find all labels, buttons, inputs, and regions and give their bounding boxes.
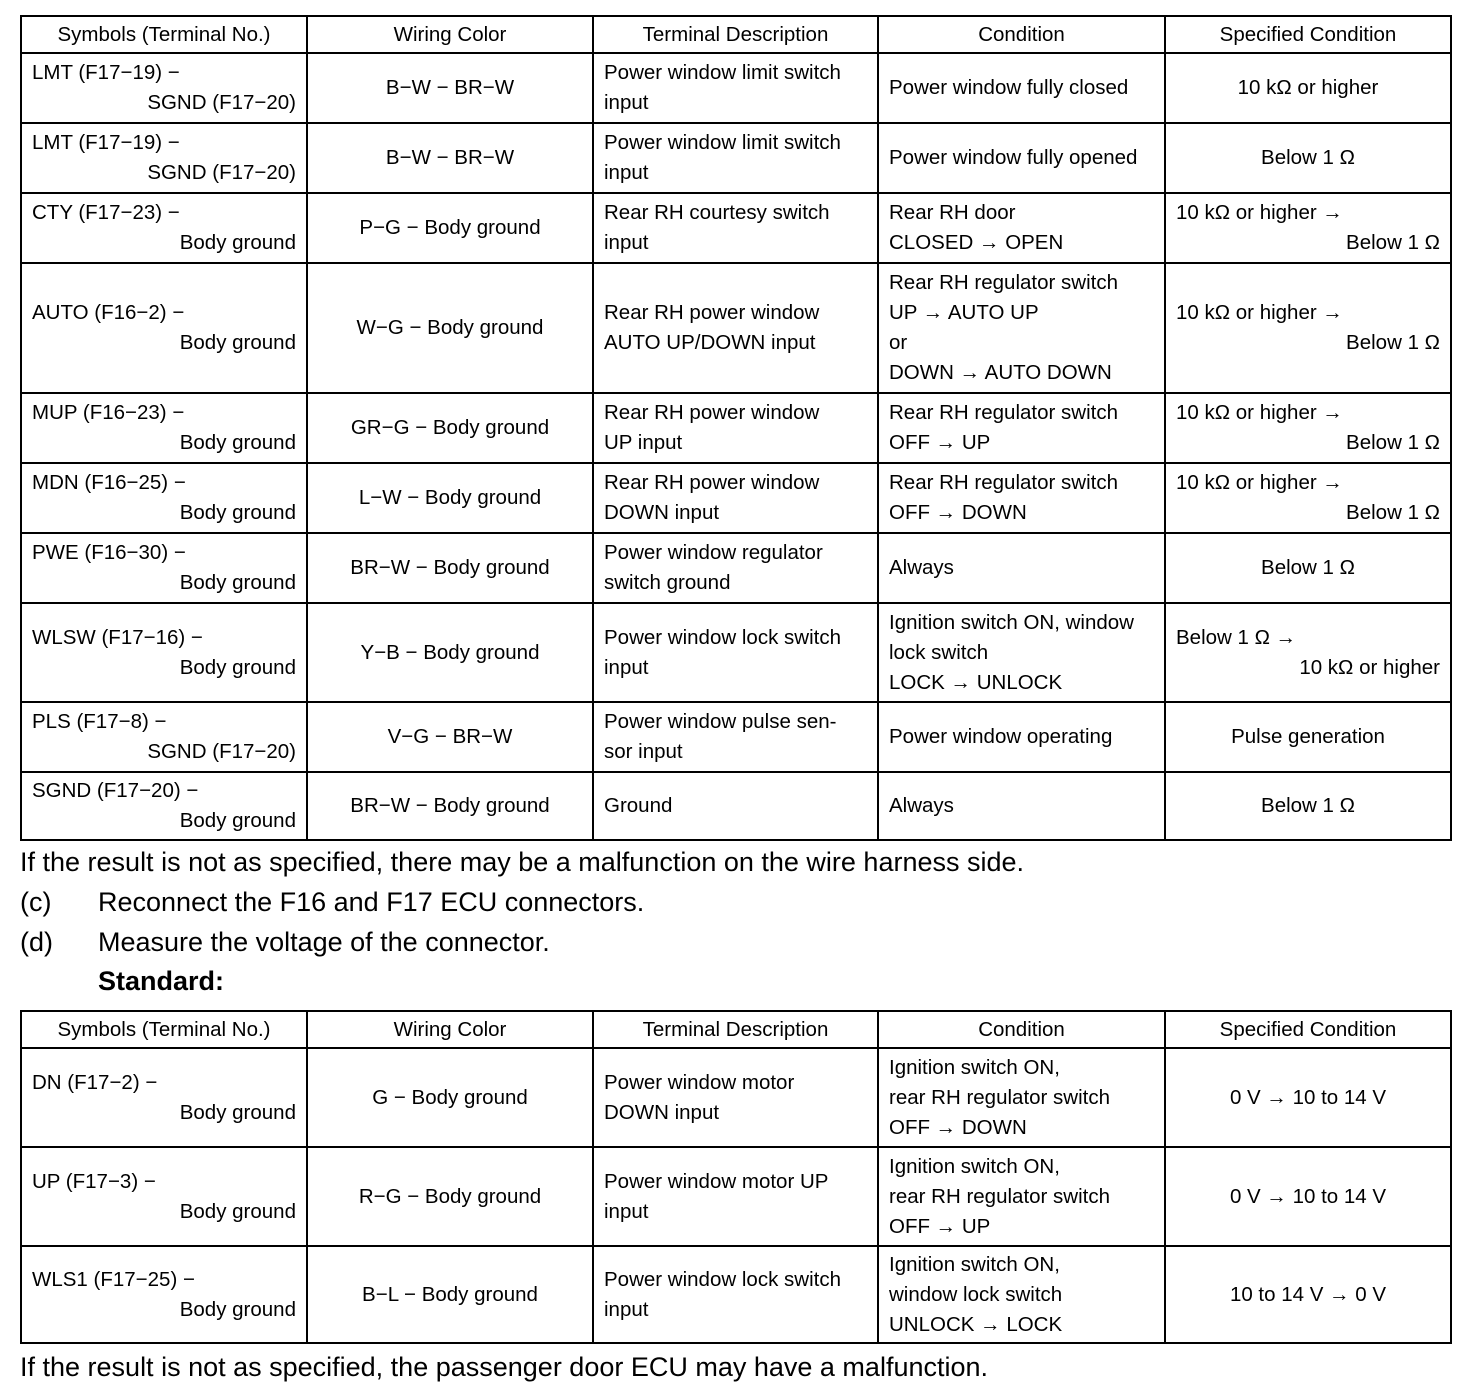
specified-to: Below 1 Ω: [1346, 501, 1440, 524]
specified-from: Below 1 Ω →: [1176, 625, 1297, 649]
specified-from: 10 kΩ or higher →: [1176, 301, 1343, 324]
condition-cell: Rear RH door CLOSED → OPEN: [878, 193, 1165, 263]
table-row: [21, 1246, 1451, 1343]
specified-condition-cell: 0 V → 10 to 14 V: [1165, 1048, 1451, 1147]
table-header-row: [21, 16, 1451, 53]
resistance-table: [20, 15, 1452, 841]
wiring-color-cell: Y−B − Body ground: [307, 603, 593, 702]
symbol-reference: Body ground: [179, 1297, 296, 1321]
table-row: [21, 53, 1451, 123]
symbol-cell: [21, 702, 307, 772]
header-condition: Condition: [878, 16, 1165, 53]
condition-cell: Always: [878, 772, 1165, 840]
symbol-terminal: LMT (F17−19) −: [32, 61, 180, 84]
symbol-terminal: AUTO (F16−2) −: [32, 301, 185, 324]
symbol-terminal: MUP (F16−23) −: [32, 401, 185, 424]
header-specified-condition: Specified Condition: [1165, 16, 1451, 53]
table-row: [21, 1048, 1451, 1147]
condition-cell: Rear RH regulator switch OFF → UP: [878, 393, 1165, 463]
condition-cell: Rear RH regulator switch UP → AUTO UP or DOWN → AUTO DOWN: [878, 263, 1165, 393]
specified-from: 10 kΩ or higher →: [1176, 201, 1343, 224]
specified-condition-cell: [1165, 393, 1451, 463]
symbol-reference: Body ground: [179, 571, 296, 594]
specified-condition-cell: 0 V → 10 to 14 V: [1165, 1147, 1451, 1246]
symbol-terminal: MDN (F16−25) −: [32, 471, 186, 494]
standard-label: Standard:: [98, 966, 225, 996]
symbol-cell: [21, 772, 307, 840]
step-c-text: Reconnect the F16 and F17 ECU connectors.: [98, 887, 645, 917]
table-row: [21, 263, 1451, 393]
specified-from: 10 kΩ or higher →: [1176, 401, 1343, 424]
table-row: [21, 1147, 1451, 1246]
symbol-cell: [21, 533, 307, 603]
symbol-cell: [21, 123, 307, 193]
wiring-color-cell: W−G − Body ground: [307, 263, 593, 393]
terminal-description-cell: Rear RH power window DOWN input: [593, 463, 878, 533]
symbol-cell: [21, 393, 307, 463]
specified-to: Below 1 Ω: [1346, 431, 1440, 454]
header-wiring-color: Wiring Color: [307, 1011, 593, 1048]
wiring-color-cell: B−W − BR−W: [307, 53, 593, 123]
symbol-reference: Body ground: [179, 431, 296, 454]
specified-condition-cell: 10 kΩ or higher: [1165, 53, 1451, 123]
specified-condition-cell: [1165, 193, 1451, 263]
symbol-cell: [21, 193, 307, 263]
symbol-reference: Body ground: [179, 655, 296, 679]
symbol-cell: [21, 463, 307, 533]
terminal-description-cell: Power window regulator switch ground: [593, 533, 878, 603]
symbol-cell: [21, 53, 307, 123]
symbol-reference: Body ground: [179, 1100, 296, 1124]
header-specified-condition: Specified Condition: [1165, 1011, 1451, 1048]
wiring-color-cell: GR−G − Body ground: [307, 393, 593, 463]
condition-cell: Ignition switch ON, rear RH regulator switch OFF → UP: [878, 1147, 1165, 1246]
wiring-color-cell: P−G − Body ground: [307, 193, 593, 263]
symbol-cell: [21, 1048, 307, 1147]
wiring-color-cell: G − Body ground: [307, 1048, 593, 1147]
table-row: [21, 463, 1451, 533]
specified-condition-cell: 10 to 14 V → 0 V: [1165, 1246, 1451, 1343]
symbol-reference: SGND (F17−20): [147, 740, 296, 763]
header-wiring-color: Wiring Color: [307, 16, 593, 53]
symbol-terminal: PLS (F17−8) −: [32, 710, 167, 733]
table-row: [21, 533, 1451, 603]
table-row: [21, 193, 1451, 263]
voltage-table: [20, 1010, 1452, 1344]
note-wire-harness: If the result is not as specified, there may be a malfunction on the wire harness side.: [20, 847, 1025, 877]
condition-cell: Power window fully closed: [878, 53, 1165, 123]
symbol-reference: Body ground: [179, 1199, 296, 1223]
terminal-description-cell: Ground: [593, 772, 878, 840]
header-symbols: Symbols (Terminal No.): [21, 1011, 307, 1048]
symbol-reference: SGND (F17−20): [147, 91, 296, 114]
step-c-label: (c): [20, 887, 52, 917]
specified-condition-cell: [1165, 263, 1451, 393]
specified-from: 10 kΩ or higher →: [1176, 471, 1343, 494]
wiring-color-cell: L−W − Body ground: [307, 463, 593, 533]
specified-to: Below 1 Ω: [1346, 331, 1440, 354]
terminal-description-cell: Power window pulse sen- sor input: [593, 702, 878, 772]
step-d-text: Measure the voltage of the connector.: [98, 927, 550, 957]
header-condition: Condition: [878, 1011, 1165, 1048]
table-row: [21, 772, 1451, 840]
condition-cell: Always: [878, 533, 1165, 603]
symbol-terminal: LMT (F17−19) −: [32, 131, 180, 154]
wiring-color-cell: B−W − BR−W: [307, 123, 593, 193]
symbol-reference: Body ground: [179, 809, 296, 832]
symbol-reference: SGND (F17−20): [147, 161, 296, 184]
symbol-terminal: PWE (F16−30) −: [32, 541, 186, 564]
condition-cell: Ignition switch ON, rear RH regulator switch OFF → DOWN: [878, 1048, 1165, 1147]
terminal-description-cell: Power window limit switch input: [593, 53, 878, 123]
terminal-description-cell: Power window motor DOWN input: [593, 1048, 878, 1147]
specified-to: 10 kΩ or higher: [1299, 655, 1440, 679]
table-row: [21, 702, 1451, 772]
terminal-description-cell: Power window lock switch input: [593, 1246, 878, 1343]
terminal-description-cell: Power window motor UP input: [593, 1147, 878, 1246]
symbol-terminal: CTY (F17−23) −: [32, 201, 180, 224]
specified-to: Below 1 Ω: [1346, 231, 1440, 254]
specified-condition-cell: Below 1 Ω: [1165, 772, 1451, 840]
symbol-reference: Body ground: [179, 331, 296, 354]
specified-condition-cell: [1165, 463, 1451, 533]
symbol-reference: Body ground: [179, 501, 296, 524]
symbol-cell: [21, 603, 307, 702]
condition-cell: Ignition switch ON, window lock switch UNLOCK → LOCK: [878, 1246, 1165, 1343]
terminal-description-cell: Rear RH courtesy switch input: [593, 193, 878, 263]
wiring-color-cell: BR−W − Body ground: [307, 772, 593, 840]
symbol-terminal: WLSW (F17−16) −: [32, 625, 203, 649]
wiring-color-cell: R−G − Body ground: [307, 1147, 593, 1246]
note-passenger-ecu: If the result is not as specified, the passenger door ECU may have a malfunction.: [20, 1352, 989, 1382]
table-row: [21, 123, 1451, 193]
step-d-label: (d): [20, 927, 53, 957]
wiring-color-cell: V−G − BR−W: [307, 702, 593, 772]
terminal-description-cell: Rear RH power window AUTO UP/DOWN input: [593, 263, 878, 393]
terminal-description-cell: Power window lock switch input: [593, 603, 878, 702]
condition-cell: Power window operating: [878, 702, 1165, 772]
symbol-terminal: SGND (F17−20) −: [32, 779, 199, 802]
table-row: [21, 603, 1451, 702]
wiring-color-cell: BR−W − Body ground: [307, 533, 593, 603]
symbol-cell: [21, 1246, 307, 1343]
specified-condition-cell: Pulse generation: [1165, 702, 1451, 772]
header-symbols: Symbols (Terminal No.): [21, 16, 307, 53]
symbol-cell: [21, 1147, 307, 1246]
symbol-cell: [21, 263, 307, 393]
symbol-reference: Body ground: [179, 231, 296, 254]
specified-condition-cell: [1165, 603, 1451, 702]
symbol-terminal: DN (F17−2) −: [32, 1070, 158, 1094]
terminal-description-cell: Rear RH power window UP input: [593, 393, 878, 463]
specified-condition-cell: Below 1 Ω: [1165, 123, 1451, 193]
specified-condition-cell: Below 1 Ω: [1165, 533, 1451, 603]
header-terminal-description: Terminal Description: [593, 16, 878, 53]
symbol-terminal: UP (F17−3) −: [32, 1169, 156, 1193]
condition-cell: Power window fully opened: [878, 123, 1165, 193]
condition-cell: Rear RH regulator switch OFF → DOWN: [878, 463, 1165, 533]
symbol-terminal: WLS1 (F17−25) −: [32, 1267, 195, 1291]
table-header-row: [21, 1011, 1451, 1048]
condition-cell: Ignition switch ON, window lock switch LOCK → UNLOCK: [878, 603, 1165, 702]
table-row: [21, 393, 1451, 463]
terminal-description-cell: Power window limit switch input: [593, 123, 878, 193]
header-terminal-description: Terminal Description: [593, 1011, 878, 1048]
wiring-color-cell: B−L − Body ground: [307, 1246, 593, 1343]
